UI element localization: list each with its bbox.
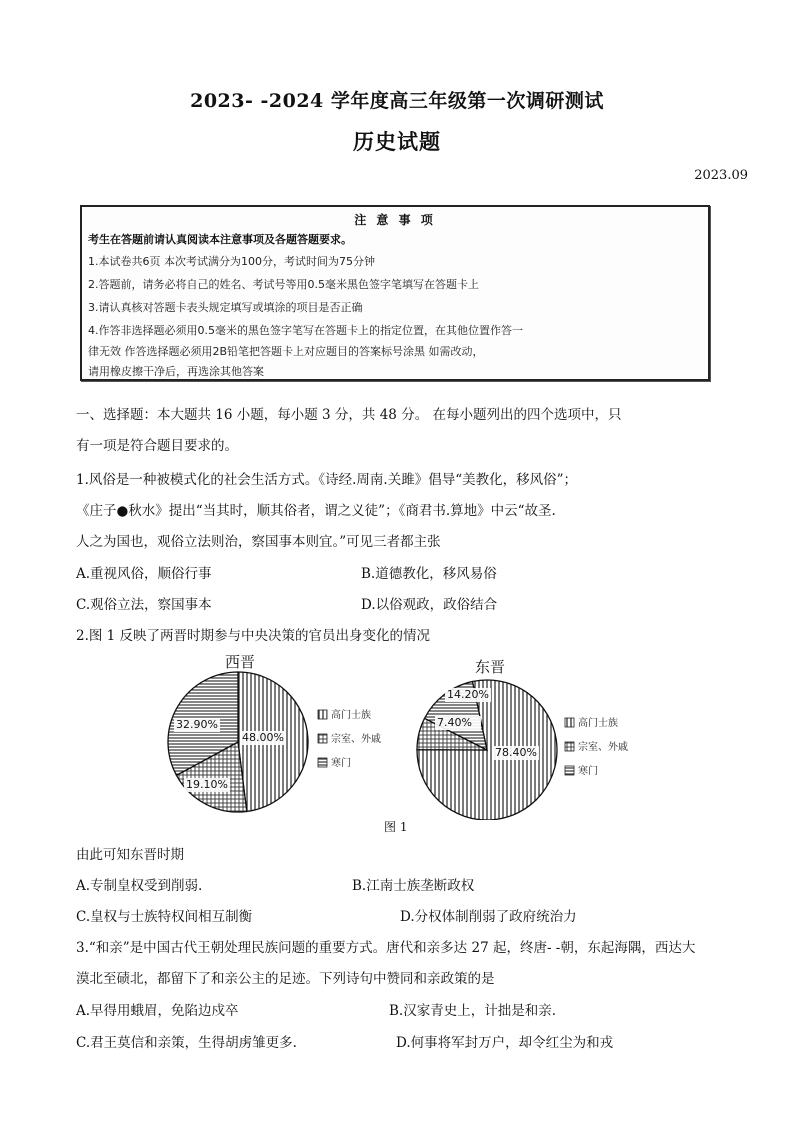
legend-label-0-2: 寒门 [331, 758, 351, 769]
legend-swatch-1-1 [565, 742, 574, 751]
pie-value-label-0-1: 19.10% [186, 778, 228, 791]
legend-swatch-1-2 [565, 766, 574, 775]
q1-stem: 1.风俗是一种被模式化的社会生活方式。《诗经.周南.关雎》倡导“美教化，移风俗”； [76, 472, 578, 488]
pie-charts-svg [150, 650, 630, 820]
notice-line: 4.作答非选择题必须用0.5毫米的黑色签字笔写在答题卡上的指定位置，在其他位置作答一 [88, 324, 523, 337]
legend-label-1-0: 高门士族 [578, 718, 618, 729]
pie-value-label-1-2: 14.20% [447, 688, 489, 701]
q3-option-d: D.何事将军封万户，却令红尘为和戎 [396, 1035, 614, 1051]
notice-line: 1.本试卷共6页 本次考试满分为100分，考试时间为75分钟 [88, 255, 375, 268]
legend-swatch-0-1 [318, 734, 327, 743]
q1-stem: 《庄子●秋水》提出“当其时，顺其俗者，谓之义徒”；《商君书.算地》中云“故圣. [76, 503, 556, 519]
pie-value-label-0-2: 32.90% [176, 718, 218, 731]
q2-option-b: B.江南士族垄断政权 [352, 878, 475, 894]
notice-line: 请用橡皮擦干净后，再选涂其他答案 [88, 365, 264, 378]
pie-value-label-1-1: 7.40% [437, 716, 472, 729]
notice-line: 3.请认真核对答题卡表头规定填写或填涂的项目是否正确 [88, 301, 363, 314]
section-intro-cont: 有一项是符合题目要求的。 [76, 438, 238, 454]
notice-line: 律无效 作答选择题必须用2B铅笔把答题卡上对应题目的答案标号涂黑 如需改动， [88, 345, 484, 358]
exam-title: 2023- -2024 学年度高三年级第一次调研测试 [190, 90, 604, 112]
q2-followup: 由此可知东晋时期 [76, 847, 184, 863]
legend-label-0-0: 高门士族 [331, 710, 371, 721]
pie-title-0: 西晋 [224, 653, 256, 671]
q2-option-a: A.专制皇权受到削弱. [76, 878, 203, 894]
q2-option-d: D.分权体制削弱了政府统治力 [400, 909, 577, 925]
notice-line: 考生在答题前请认真阅读本注意事项及各题答题要求。 [88, 233, 352, 246]
q3-option-b: B.汉家青史上，计拙是和亲. [389, 1003, 557, 1019]
q1-stem: 人之为国也，观俗立法则治，察国事本则宜。”可见三者都主张 [76, 534, 441, 550]
q3-option-c: C.君王莫信和亲策，生得胡虏雏更多. [76, 1035, 297, 1051]
legend-label-1-2: 寒门 [578, 766, 598, 777]
legend-label-1-1: 宗室、外戚 [578, 742, 628, 753]
pie-value-label-1-0: 78.40% [495, 746, 537, 759]
q1-option-d: D.以俗观政，政俗结合 [361, 597, 498, 613]
q3-stem: 3.“和亲”是中国古代王朝处理民族问题的重要方式。唐代和亲多达 27 起，终唐- -朝，东起海隅，西达大 [76, 940, 696, 956]
notice-heading: 注 意 事 项 [354, 213, 436, 227]
notice-box [80, 205, 710, 381]
notice-line: 2.答题前，请务必将自己的姓名、考试号等用0.5毫米黑色签字笔填写在答题卡上 [88, 278, 479, 291]
q2-option-c: C.皇权与士族特权间相互制衡 [76, 909, 253, 925]
q1-option-a: A.重视风俗，顺俗行事 [76, 566, 212, 582]
legend-swatch-0-2 [318, 758, 327, 767]
legend-swatch-0-0 [318, 710, 327, 719]
pie-value-label-0-0: 48.00% [242, 731, 284, 744]
q3-option-a: A.早得用蛾眉，免陷边戍卒 [76, 1003, 239, 1019]
figure-caption: 图 1 [384, 820, 408, 834]
q3-stem: 漠北至碛北，都留下了和亲公主的足迹。下列诗句中赞同和亲政策的是 [76, 971, 495, 987]
q1-option-b: B.道德教化，移风易俗 [361, 566, 497, 582]
q2-stem: 2.图 1 反映了两晋时期参与中央决策的官员出身变化的情况 [76, 628, 431, 644]
exam-date: 2023.09 [694, 168, 748, 183]
exam-subtitle: 历史试题 [353, 129, 441, 154]
section-intro: 一、选择题：本大题共 16 小题，每小题 3 分，共 48 分。 在每小题列出的四个选项中，只 [76, 407, 622, 423]
q1-option-c: C.观俗立法，察国事本 [76, 597, 212, 613]
legend-label-0-1: 宗室、外戚 [331, 734, 381, 745]
legend-swatch-1-0 [565, 718, 574, 727]
pie-charts [150, 650, 630, 820]
pie-title-1: 东晋 [474, 658, 506, 676]
